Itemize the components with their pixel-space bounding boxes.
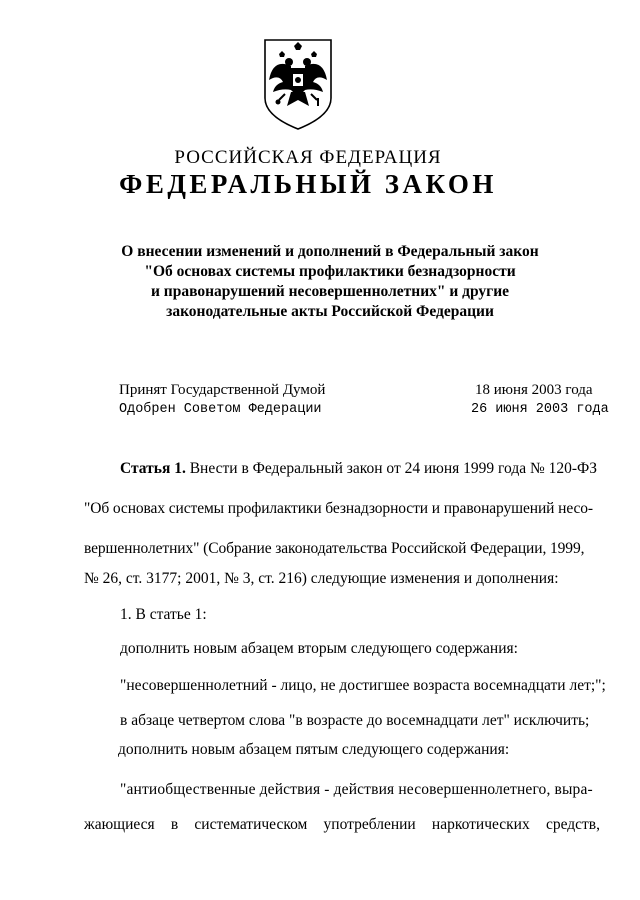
coat-of-arms-emblem: [261, 36, 335, 132]
word: систематическом: [194, 816, 308, 833]
document-type-heading: ФЕДЕРАЛЬНЫЙ ЗАКОН: [119, 169, 497, 199]
law-title-line: и правонарушений несовершеннолетних" и другие: [150, 283, 510, 300]
body-line: дополнить новым абзацем вторым следующего содержания:: [120, 640, 518, 657]
council-approval-date: 26 июня 2003 года: [471, 402, 609, 417]
quoted-definition: "несовершеннолетний - лицо, не достигшее возраста восемнадцати лет;";: [120, 677, 606, 694]
body-line: № 26, ст. 3177; 2001, № 3, ст. 216) следующие изменения и дополнения:: [84, 570, 559, 587]
duma-adoption-date: 18 июня 2003 года: [475, 382, 593, 398]
law-title-line: законодательные акты Российской Федерации: [166, 303, 494, 320]
article-text: Внести в Федеральный закон от 24 июня 1999 года № 120-ФЗ: [185, 460, 598, 477]
word: средств,: [545, 816, 600, 833]
body-line: в абзаце четвертом слова "в возрасте до восемнадцати лет" исключить;: [120, 712, 590, 729]
law-title-line: "Об основах системы профилактики безнадзорности: [144, 263, 516, 280]
word: наркотических: [431, 816, 530, 833]
body-line: вершеннолетних" (Собрание законодательства Российской Федерации, 1999,: [84, 540, 585, 557]
word: жающиеся: [84, 816, 155, 833]
article-number: Статья 1.: [120, 460, 186, 477]
body-line-justified: [84, 816, 600, 834]
country-heading: РОССИЙСКАЯ ФЕДЕРАЦИЯ: [174, 147, 442, 168]
word: в: [170, 816, 179, 833]
council-approval-label: Одобрен Советом Федерации: [119, 402, 322, 417]
duma-adoption-label: Принят Государственной Думой: [119, 382, 326, 398]
law-title-line: О внесении изменений и дополнений в Федеральный закон: [121, 243, 539, 260]
list-item-heading: 1. В статье 1:: [120, 606, 207, 623]
law-title: [100, 242, 560, 322]
body-line: дополнить новым абзацем пятым следующего содержания:: [118, 741, 510, 758]
body-line: "Об основах системы профилактики безнадзорности и правонарушений несо-: [84, 500, 593, 517]
quoted-definition: "антиобщественные действия - действия несовершеннолетнего, выра-: [120, 781, 593, 798]
word: употреблении: [323, 816, 416, 833]
article-paragraph-line: [120, 460, 597, 478]
